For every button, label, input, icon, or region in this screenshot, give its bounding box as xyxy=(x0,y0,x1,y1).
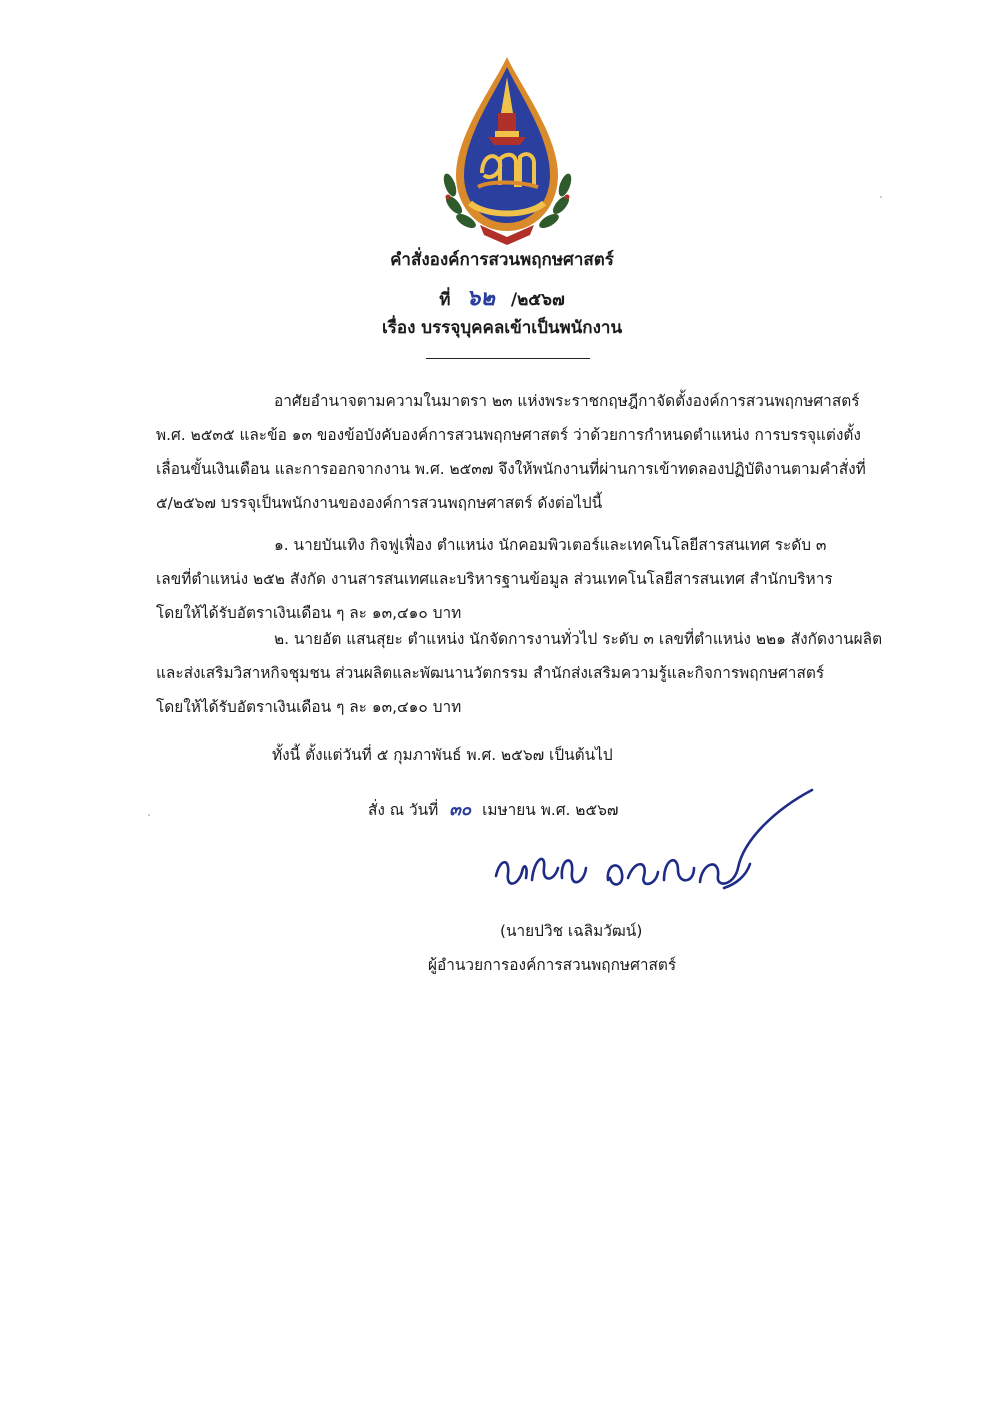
paragraph-line: ๒. นายอัต แสนสุยะ ตำแหน่ง นักจัดการงานทั่วไป ระดับ ๓ เลขที่ตำแหน่ง ๒๒๑ สังกัดงานผลิต xyxy=(274,630,883,648)
ordered-day-handwritten: ๓๐ xyxy=(449,800,472,820)
appointee-2-paragraph xyxy=(156,622,912,724)
authority-paragraph xyxy=(156,384,912,520)
paragraph-line: ๑. นายบันเทิง กิจฟูเฟื่อง ตำแหน่ง นักคอมพิวเตอร์และเทคโนโลยีสารสนเทศ ระดับ ๓ xyxy=(274,536,827,554)
paragraph-line: เลขที่ตำแหน่ง ๒๕๒ สังกัด งานสารสนเทศและบริหารฐานข้อมูล ส่วนเทคโนโลยีสารสนเทศ สำนักบริหาร xyxy=(156,570,833,588)
divider-line xyxy=(426,358,590,359)
scan-speck xyxy=(880,196,882,198)
effective-date: ทั้งนี้ ตั้งแต่วันที่ ๕ กุมภาพันธ์ พ.ศ. ๒๕๖๗ เป็นต้นไป xyxy=(272,746,613,764)
paragraph-line: และส่งเสริมวิสาหกิจชุมชน ส่วนผลิตและพัฒนานวัตกรรม สำนักส่งเสริมความรู้และกิจการพฤกษศาสตร์ xyxy=(156,664,825,682)
order-number-prefix: ที่ xyxy=(439,290,451,310)
signatory-position: ผู้อำนวยการองค์การสวนพฤกษศาสตร์ xyxy=(428,956,677,974)
paragraph-line: โดยให้ได้รับอัตราเงินเดือน ๆ ละ ๑๓,๔๑๐ บาท xyxy=(156,604,462,622)
appointee-1-paragraph xyxy=(156,528,912,630)
order-number-handwritten: ๖๒ xyxy=(466,285,495,311)
order-subject: เรื่อง บรรจุบุคคลเข้าเป็นพนักงาน xyxy=(381,318,623,338)
order-number xyxy=(0,280,1004,315)
organization-logo xyxy=(440,55,575,245)
order-title: คำสั่งองค์การสวนพฤกษศาสตร์ xyxy=(390,250,614,270)
paragraph-line: ๕/๒๕๖๗ บรรจุเป็นพนักงานขององค์การสวนพฤกษศาสตร์ ดังต่อไปนี้ xyxy=(156,494,603,512)
ordered-date-suffix: เมษายน พ.ศ. ๒๕๖๗ xyxy=(482,801,619,819)
ordered-date-prefix: สั่ง ณ วันที่ xyxy=(368,801,439,819)
order-number-suffix: /๒๕๖๗ xyxy=(510,290,565,310)
paragraph-line: อาศัยอำนาจตามความในมาตรา ๒๓ แห่งพระราชกฤษฎีกาจัดตั้งองค์การสวนพฤกษศาสตร์ xyxy=(274,392,860,410)
signatory-name: (นายปวิช เฉลิมวัฒน์) xyxy=(500,922,643,940)
handwritten-signature xyxy=(488,788,828,908)
scan-speck xyxy=(148,814,150,816)
paragraph-line: เลื่อนขั้นเงินเดือน และการออกจากงาน พ.ศ. ๒๕๓๗ จึงให้พนักงานที่ผ่านการเข้าทดลองปฏิบัติงานตามคำสั่งที่ xyxy=(156,460,866,478)
paragraph-line: พ.ศ. ๒๕๓๕ และข้อ ๑๓ ของข้อบังคับองค์การสวนพฤกษศาสตร์ ว่าด้วยการกำหนดตำแหน่ง การบรรจุแต่งตั้ง xyxy=(156,426,861,444)
paragraph-line: โดยให้ได้รับอัตราเงินเดือน ๆ ละ ๑๓,๔๑๐ บาท xyxy=(156,698,462,716)
